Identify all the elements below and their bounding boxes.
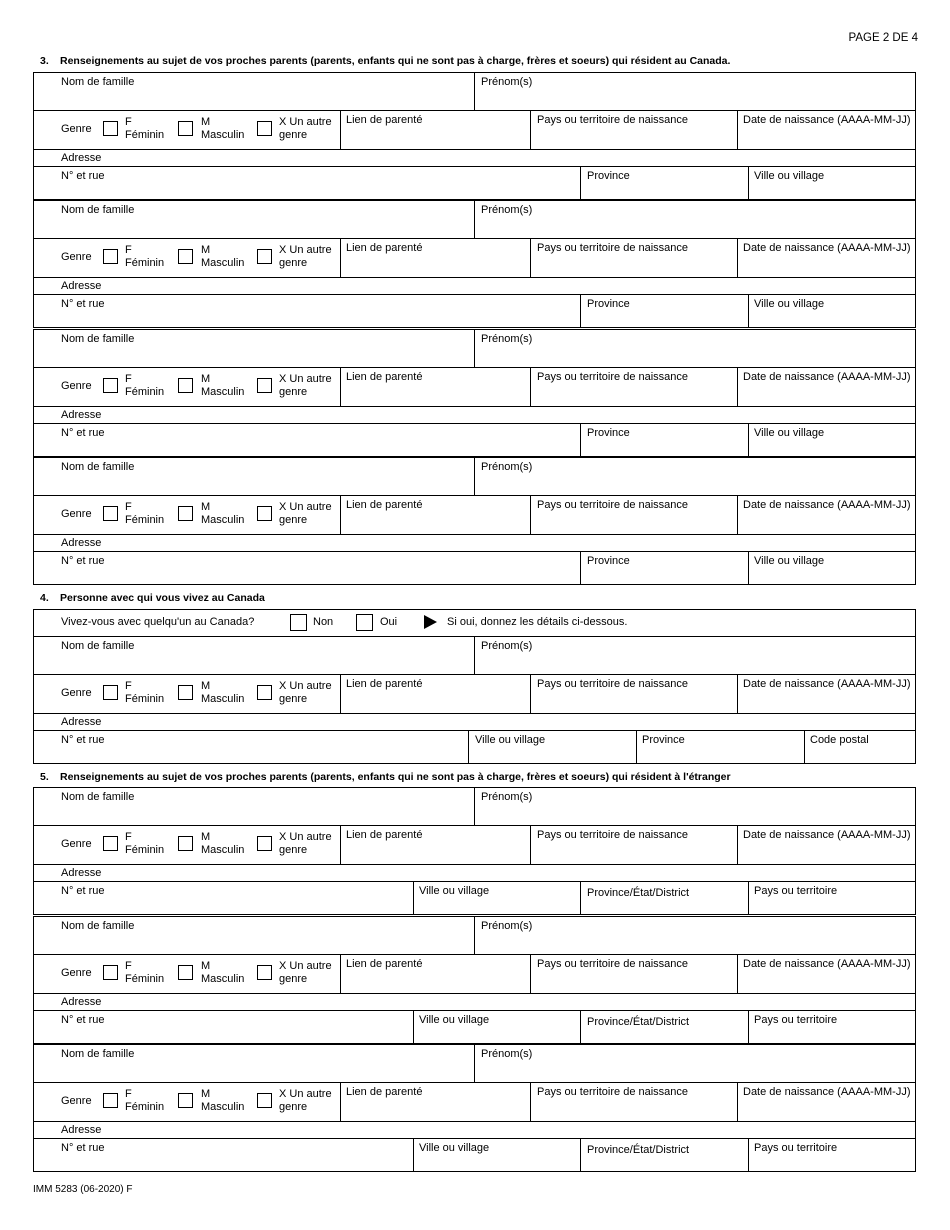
other-gender-label: X Un autre	[279, 116, 332, 128]
divider	[636, 730, 637, 764]
country-of-birth-field: Pays ou territoire de naissance	[537, 114, 689, 126]
province-field: Province	[642, 734, 685, 746]
no-label: Non	[313, 616, 334, 628]
divider	[580, 881, 581, 915]
other-gender-checkbox[interactable]	[257, 836, 272, 851]
female-checkbox[interactable]	[103, 249, 118, 264]
street-field: N° et rue	[61, 170, 105, 182]
given-names-field: Prénom(s)	[481, 791, 533, 803]
male-letter: M	[201, 1088, 211, 1100]
street-field: N° et rue	[61, 885, 105, 897]
address-label: Adresse	[61, 867, 102, 879]
female-letter: F	[125, 831, 132, 843]
male-checkbox[interactable]	[178, 378, 193, 393]
female-label: Féminin	[125, 844, 165, 856]
other-gender-checkbox[interactable]	[257, 121, 272, 136]
date-of-birth-field: Date de naissance (AAAA-MM-JJ)	[743, 114, 911, 126]
male-label: Masculin	[201, 257, 245, 269]
postal-code-field: Code postal	[810, 734, 869, 746]
male-label: Masculin	[201, 973, 245, 985]
divider	[530, 495, 531, 535]
street-field: N° et rue	[61, 1014, 105, 1026]
divider	[580, 1010, 581, 1044]
gender-label: Genre	[61, 508, 92, 520]
female-checkbox[interactable]	[103, 1093, 118, 1108]
female-checkbox[interactable]	[103, 121, 118, 136]
province-state-district-field: Province/État/District	[587, 1144, 690, 1156]
divider	[530, 825, 531, 865]
other-gender-label-2: genre	[279, 514, 308, 526]
divider	[340, 674, 341, 714]
male-letter: M	[201, 960, 211, 972]
divider	[474, 1044, 475, 1083]
female-checkbox[interactable]	[103, 378, 118, 393]
relationship-field: Lien de parenté	[346, 678, 423, 690]
other-gender-label: X Un autre	[279, 373, 332, 385]
live-with-question: Vivez-vous avec quelqu'un au Canada?	[61, 616, 255, 628]
given-names-field: Prénom(s)	[481, 920, 533, 932]
divider	[748, 881, 749, 915]
female-label: Féminin	[125, 129, 165, 141]
other-gender-label-2: genre	[279, 844, 308, 856]
other-gender-checkbox[interactable]	[257, 1093, 272, 1108]
other-gender-label-2: genre	[279, 973, 308, 985]
female-label: Féminin	[125, 514, 165, 526]
divider	[530, 367, 531, 407]
divider	[340, 495, 341, 535]
street-field: N° et rue	[61, 427, 105, 439]
other-gender-label-2: genre	[279, 257, 308, 269]
divider	[737, 674, 738, 714]
female-checkbox[interactable]	[103, 965, 118, 980]
address-header-row	[33, 406, 916, 424]
address-label: Adresse	[61, 716, 102, 728]
divider	[340, 825, 341, 865]
date-of-birth-field: Date de naissance (AAAA-MM-JJ)	[743, 1086, 911, 1098]
male-letter: M	[201, 373, 211, 385]
province-field: Province	[587, 427, 630, 439]
divider	[530, 238, 531, 278]
other-gender-label-2: genre	[279, 386, 308, 398]
relationship-field: Lien de parenté	[346, 829, 423, 841]
arrow-right-icon	[424, 615, 437, 629]
family-name-field: Nom de famille	[61, 791, 135, 803]
female-label: Féminin	[125, 257, 165, 269]
relationship-field: Lien de parenté	[346, 958, 423, 970]
section-3-title: 3. Renseignements au sujet de vos proches parents (parents, enfants qui ne sont pas à charge, frères et soeurs) qui résident au Canada.	[40, 55, 731, 67]
city-field: Ville ou village	[419, 1142, 490, 1154]
address-header-row	[33, 713, 916, 731]
city-field: Ville ou village	[419, 1014, 490, 1026]
divider	[474, 636, 475, 675]
country-of-birth-field: Pays ou territoire de naissance	[537, 371, 689, 383]
city-field: Ville ou village	[754, 170, 825, 182]
country-of-birth-field: Pays ou territoire de naissance	[537, 958, 689, 970]
divider	[737, 110, 738, 150]
other-gender-label-2: genre	[279, 1101, 308, 1113]
divider	[474, 72, 475, 111]
divider	[474, 916, 475, 955]
country-of-birth-field: Pays ou territoire de naissance	[537, 829, 689, 841]
male-checkbox[interactable]	[178, 121, 193, 136]
divider	[804, 730, 805, 764]
female-letter: F	[125, 116, 132, 128]
yes-checkbox[interactable]	[356, 614, 373, 631]
male-checkbox[interactable]	[178, 685, 193, 700]
male-checkbox[interactable]	[178, 965, 193, 980]
family-name-field: Nom de famille	[61, 1048, 135, 1060]
family-name-field: Nom de famille	[61, 333, 135, 345]
family-name-field: Nom de famille	[61, 640, 135, 652]
divider	[737, 1082, 738, 1122]
divider	[340, 1082, 341, 1122]
divider	[413, 1010, 414, 1044]
city-field: Ville ou village	[754, 427, 825, 439]
divider	[474, 329, 475, 368]
divider	[340, 954, 341, 994]
other-gender-checkbox[interactable]	[257, 378, 272, 393]
divider	[530, 954, 531, 994]
address-label: Adresse	[61, 537, 102, 549]
female-letter: F	[125, 501, 132, 513]
date-of-birth-field: Date de naissance (AAAA-MM-JJ)	[743, 829, 911, 841]
address-header-row	[33, 1121, 916, 1139]
female-checkbox[interactable]	[103, 836, 118, 851]
gender-label: Genre	[61, 1095, 92, 1107]
divider	[737, 954, 738, 994]
male-label: Masculin	[201, 129, 245, 141]
city-field: Ville ou village	[754, 555, 825, 567]
male-letter: M	[201, 244, 211, 256]
male-letter: M	[201, 831, 211, 843]
male-checkbox[interactable]	[178, 506, 193, 521]
country-field: Pays ou territoire	[754, 1014, 838, 1026]
male-letter: M	[201, 680, 211, 692]
if-yes-instruction: Si oui, donnez les détails ci-dessous.	[447, 616, 628, 628]
male-label: Masculin	[201, 386, 245, 398]
address-header-row	[33, 534, 916, 552]
other-gender-checkbox[interactable]	[257, 685, 272, 700]
date-of-birth-field: Date de naissance (AAAA-MM-JJ)	[743, 371, 911, 383]
divider	[748, 551, 749, 585]
family-name-field: Nom de famille	[61, 920, 135, 932]
divider	[748, 1010, 749, 1044]
divider	[340, 238, 341, 278]
relationship-field: Lien de parenté	[346, 499, 423, 511]
address-label: Adresse	[61, 996, 102, 1008]
city-field: Ville ou village	[475, 734, 546, 746]
divider	[413, 881, 414, 915]
province-state-district-field: Province/État/District	[587, 887, 690, 899]
female-letter: F	[125, 960, 132, 972]
relationship-field: Lien de parenté	[346, 371, 423, 383]
male-label: Masculin	[201, 514, 245, 526]
divider	[580, 551, 581, 585]
date-of-birth-field: Date de naissance (AAAA-MM-JJ)	[743, 958, 911, 970]
province-state-district-field: Province/État/District	[587, 1016, 690, 1028]
gender-label: Genre	[61, 967, 92, 979]
male-checkbox[interactable]	[178, 836, 193, 851]
country-of-birth-field: Pays ou territoire de naissance	[537, 242, 689, 254]
page-number: PAGE 2 DE 4	[848, 32, 918, 44]
date-of-birth-field: Date de naissance (AAAA-MM-JJ)	[743, 678, 911, 690]
male-checkbox[interactable]	[178, 249, 193, 264]
street-field: N° et rue	[61, 298, 105, 310]
address-label: Adresse	[61, 152, 102, 164]
male-letter: M	[201, 501, 211, 513]
divider	[580, 1138, 581, 1172]
male-label: Masculin	[201, 844, 245, 856]
street-field: N° et rue	[61, 555, 105, 567]
address-header-row	[33, 864, 916, 882]
divider	[340, 110, 341, 150]
form-code-footer: IMM 5283 (06-2020) F	[33, 1184, 133, 1195]
female-letter: F	[125, 244, 132, 256]
given-names-field: Prénom(s)	[481, 204, 533, 216]
given-names-field: Prénom(s)	[481, 333, 533, 345]
address-label: Adresse	[61, 1124, 102, 1136]
divider	[748, 294, 749, 328]
divider	[474, 200, 475, 239]
female-letter: F	[125, 373, 132, 385]
divider	[468, 730, 469, 764]
given-names-field: Prénom(s)	[481, 1048, 533, 1060]
gender-label: Genre	[61, 123, 92, 135]
given-names-field: Prénom(s)	[481, 76, 533, 88]
divider	[530, 1082, 531, 1122]
divider	[474, 787, 475, 826]
section-5-title: 5. Renseignements au sujet de vos proches parents (parents, enfants qui ne sont pas à charge, frères et soeurs) qui résident à l'étranger	[40, 771, 731, 783]
family-name-field: Nom de famille	[61, 461, 135, 473]
province-field: Province	[587, 555, 630, 567]
divider	[737, 825, 738, 865]
divider	[737, 495, 738, 535]
female-letter: F	[125, 1088, 132, 1100]
other-gender-label: X Un autre	[279, 501, 332, 513]
other-gender-label: X Un autre	[279, 1088, 332, 1100]
no-checkbox[interactable]	[290, 614, 307, 631]
female-label: Féminin	[125, 973, 165, 985]
divider	[580, 294, 581, 328]
date-of-birth-field: Date de naissance (AAAA-MM-JJ)	[743, 499, 911, 511]
gender-label: Genre	[61, 838, 92, 850]
city-field: Ville ou village	[419, 885, 490, 897]
relationship-field: Lien de parenté	[346, 242, 423, 254]
divider	[580, 423, 581, 457]
female-label: Féminin	[125, 693, 165, 705]
province-field: Province	[587, 170, 630, 182]
country-of-birth-field: Pays ou territoire de naissance	[537, 1086, 689, 1098]
street-field: N° et rue	[61, 734, 105, 746]
gender-label: Genre	[61, 380, 92, 392]
female-checkbox[interactable]	[103, 685, 118, 700]
family-name-field: Nom de famille	[61, 76, 135, 88]
divider	[748, 1138, 749, 1172]
divider	[474, 457, 475, 496]
given-names-field: Prénom(s)	[481, 461, 533, 473]
female-checkbox[interactable]	[103, 506, 118, 521]
divider	[580, 166, 581, 200]
relationship-field: Lien de parenté	[346, 1086, 423, 1098]
female-label: Féminin	[125, 386, 165, 398]
male-letter: M	[201, 116, 211, 128]
city-field: Ville ou village	[754, 298, 825, 310]
other-gender-label: X Un autre	[279, 244, 332, 256]
other-gender-label-2: genre	[279, 129, 308, 141]
divider	[530, 110, 531, 150]
male-checkbox[interactable]	[178, 1093, 193, 1108]
family-name-field: Nom de famille	[61, 204, 135, 216]
country-of-birth-field: Pays ou territoire de naissance	[537, 678, 689, 690]
other-gender-label: X Un autre	[279, 831, 332, 843]
other-gender-label: X Un autre	[279, 680, 332, 692]
divider	[413, 1138, 414, 1172]
street-field: N° et rue	[61, 1142, 105, 1154]
gender-label: Genre	[61, 687, 92, 699]
divider	[737, 367, 738, 407]
country-field: Pays ou territoire	[754, 885, 838, 897]
relationship-field: Lien de parenté	[346, 114, 423, 126]
gender-label: Genre	[61, 251, 92, 263]
country-field: Pays ou territoire	[754, 1142, 838, 1154]
yes-label: Oui	[380, 616, 398, 628]
country-of-birth-field: Pays ou territoire de naissance	[537, 499, 689, 511]
other-gender-checkbox[interactable]	[257, 249, 272, 264]
other-gender-checkbox[interactable]	[257, 965, 272, 980]
address-label: Adresse	[61, 280, 102, 292]
divider	[748, 423, 749, 457]
address-label: Adresse	[61, 409, 102, 421]
address-header-row	[33, 149, 916, 167]
address-header-row	[33, 993, 916, 1011]
other-gender-label: X Un autre	[279, 960, 332, 972]
divider	[530, 674, 531, 714]
divider	[340, 367, 341, 407]
male-label: Masculin	[201, 693, 245, 705]
given-names-field: Prénom(s)	[481, 640, 533, 652]
female-letter: F	[125, 680, 132, 692]
other-gender-label-2: genre	[279, 693, 308, 705]
divider	[737, 238, 738, 278]
province-field: Province	[587, 298, 630, 310]
male-label: Masculin	[201, 1101, 245, 1113]
other-gender-checkbox[interactable]	[257, 506, 272, 521]
female-label: Féminin	[125, 1101, 165, 1113]
section-4-title: 4. Personne avec qui vous vivez au Canada	[40, 592, 265, 604]
date-of-birth-field: Date de naissance (AAAA-MM-JJ)	[743, 242, 911, 254]
divider	[748, 166, 749, 200]
address-header-row	[33, 277, 916, 295]
